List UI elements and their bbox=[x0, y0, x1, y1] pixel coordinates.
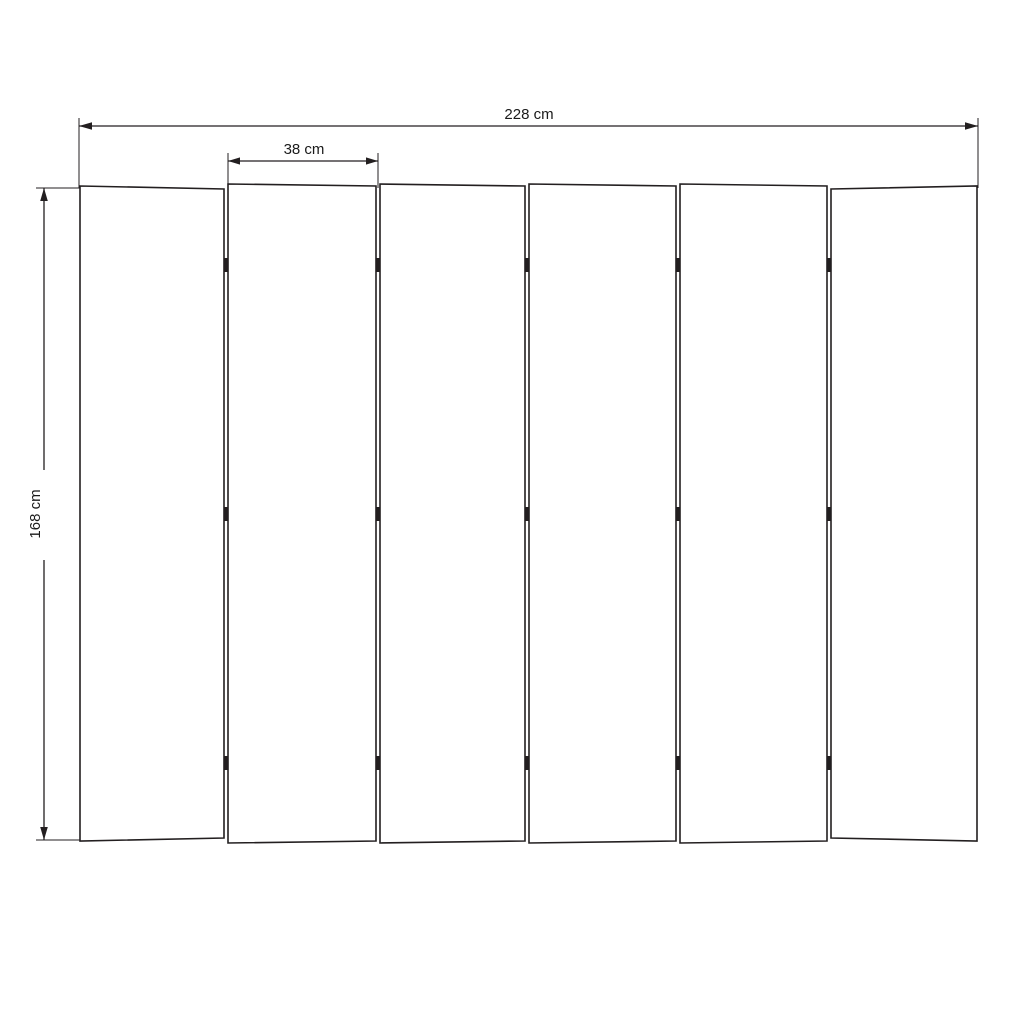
overall-width-arrow-right bbox=[965, 122, 978, 130]
overall-width-label: 228 cm bbox=[504, 106, 554, 123]
panel-6[interactable] bbox=[831, 186, 977, 841]
height-label: 168 cm bbox=[27, 489, 44, 539]
height-arrow-bottom bbox=[40, 827, 48, 840]
overall-width-dimension bbox=[79, 104, 978, 188]
panel-1[interactable] bbox=[80, 186, 224, 841]
panel-5[interactable] bbox=[680, 184, 827, 843]
panel-width-label: 38 cm bbox=[283, 141, 325, 158]
panel-2[interactable] bbox=[228, 184, 376, 843]
panel-width-dimension bbox=[228, 139, 378, 188]
panel-width-arrow-right bbox=[366, 157, 378, 164]
panel-4[interactable] bbox=[529, 184, 676, 843]
panel-width-arrow-left bbox=[228, 157, 240, 164]
height-dimension bbox=[26, 188, 80, 840]
overall-width-arrow-left bbox=[79, 122, 92, 130]
panel-3[interactable] bbox=[380, 184, 525, 843]
height-arrow-top bbox=[40, 188, 48, 201]
